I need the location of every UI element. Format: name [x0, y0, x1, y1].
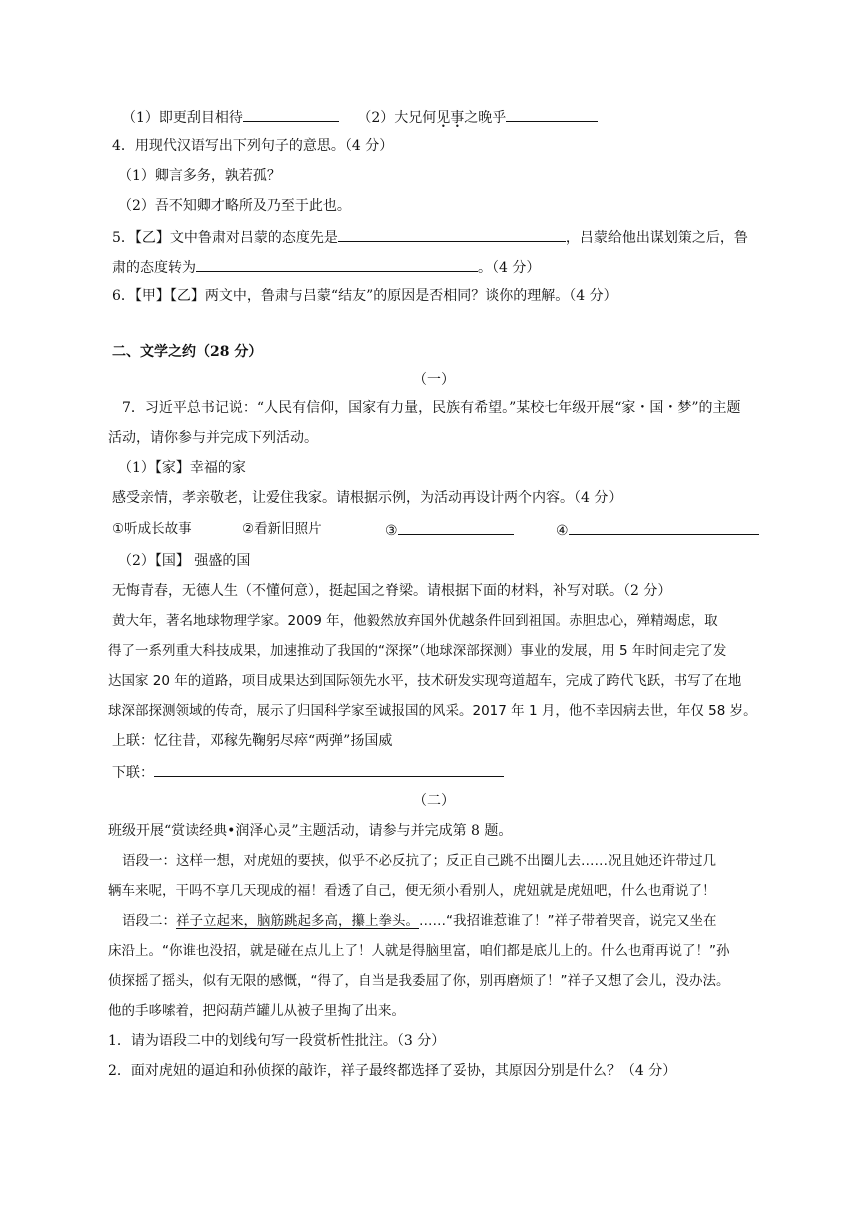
q7-line-2: 活动，请你参与并完成下列活动。: [108, 430, 318, 446]
underlined-sentence: 祥子立起来，脑筋跳起多高，攥上拳头。: [176, 913, 419, 929]
answer-blank[interactable]: [398, 519, 514, 535]
sub-question-2: 2．面对虎妞的逼迫和孙侦探的敲诈，祥子最终都选择了妥协，其原因分别是什么？（4 分）: [108, 1063, 677, 1079]
activity-option-3: ③: [385, 519, 514, 541]
passage-2-line: 侦探摇了摇头，似有无限的感慨，“得了，自当是我委屈了你，别再磨烦了！”祥子又想了会儿，没办法。: [108, 973, 730, 989]
part-2-heading: （二）: [413, 793, 455, 809]
answer-blank[interactable]: [243, 106, 339, 122]
activity-option-4: ④: [556, 519, 759, 541]
couplet-upper: 上联：忆往昔，邓稼先鞠躬尽瘁“两弹”扬国威: [112, 733, 393, 749]
answer-blank[interactable]: [154, 761, 504, 777]
bio-line: 达国家 20 年的道路，项目成果达到国际领先水平，技术研发实现弯道超车，完成了跨代飞跃，书写了在地: [108, 673, 742, 689]
q6-text: 6．【甲】【乙】两文中，鲁肃与吕蒙“结友”的原因是否相同？谈你的理解。（4 分）: [112, 288, 618, 304]
home-desc: 感受亲情，孝亲敬老，让爱住我家。请根据示例，为活动再设计两个内容。（4 分）: [112, 490, 623, 506]
part-1-heading: （一）: [413, 372, 455, 388]
sub-question-1: 1．请为语段二中的划线句写一段赏析性批注。（3 分）: [108, 1033, 446, 1049]
q7-line-1: 7．习近平总书记说：“人民有信仰，国家有力量，民族有希望。”某校七年级开展“家・国・梦”的主题: [122, 400, 741, 416]
couplet-lower: 下联：: [112, 761, 504, 783]
answer-blank[interactable]: [506, 106, 598, 122]
passage-1-line: 语段一：这样一想，对虎妞的要挟，似乎不必反抗了；反正自己跳不出圈儿去……况且她还许带过几: [122, 853, 716, 869]
nation-desc: 无悔青春，无德人生（不懂何意），挺起国之脊梁。请根据下面的材料，补写对联。（2 分）: [112, 583, 672, 599]
bio-line: 黄大年，著名地球物理学家。2009 年，他毅然放弃国外优越条件回到祖国。赤胆忠心，殚精竭虑，取: [112, 613, 718, 629]
q4-title: 4．用现代汉语写出下列句子的意思。（4 分）: [112, 138, 394, 154]
q4-sentence-1: （1）卿言多务，孰若孤？: [118, 168, 281, 184]
activity-option-1: ①听成长故事: [112, 521, 192, 537]
section-title: 二、文学之约（28 分）: [112, 344, 263, 360]
q4-sentence-2: （2）吾不知卿才略所及乃至于此也。: [118, 198, 351, 214]
activity-intro: 班级开展“赏读经典•润泽心灵”主题活动，请参与并完成第 8 题。: [108, 823, 513, 839]
nation-title: （2）【国】 强盛的国: [118, 553, 251, 569]
passage-1-line: 辆车来呢，干吗不享几天现成的福！看透了自己，便无须小看别人，虎妞就是虎妞吧，什么也甭说了！: [108, 883, 716, 899]
bio-line: 得了一系列重大科技成果，加速推动了我国的“深探”（地球深部探测）事业的发展，用 5 年时间走完了发: [108, 643, 727, 659]
answer-blank[interactable]: [196, 256, 478, 272]
answer-blank[interactable]: [338, 226, 566, 242]
prev-question-line: （1）即更刮目相待 （2）大兄何见事之晚乎: [122, 106, 598, 128]
bio-line: 球深部探测领域的传奇，展示了归国科学家至诚报国的风采。2017 年 1 月，他不幸因病去世，年仅 58 岁。: [108, 703, 757, 719]
answer-blank[interactable]: [569, 519, 759, 535]
activity-option-2: ②看新旧照片: [242, 521, 322, 537]
home-title: （1）【家】幸福的家: [118, 460, 246, 476]
passage-2-line: 他的手哆嗦着，把闷葫芦罐儿从被子里掏了出来。: [108, 1003, 405, 1019]
q5-line-1: 5．【乙】文中鲁肃对吕蒙的态度先是 ，吕蒙给他出谋划策之后，鲁: [112, 226, 748, 248]
passage-2-line: 语段二：祥子立起来，脑筋跳起多高，攥上拳头。……“我招谁惹谁了！”祥子带着哭音，说完又坐在: [122, 913, 717, 929]
passage-2-line: 床沿上。“你谁也没招，就是碰在点儿上了！人就是得脑里富，咱们都是底儿上的。什么也甭再说了！”孙: [108, 943, 730, 959]
q5-line-2: 肃的态度转为 。（4 分）: [112, 256, 540, 278]
